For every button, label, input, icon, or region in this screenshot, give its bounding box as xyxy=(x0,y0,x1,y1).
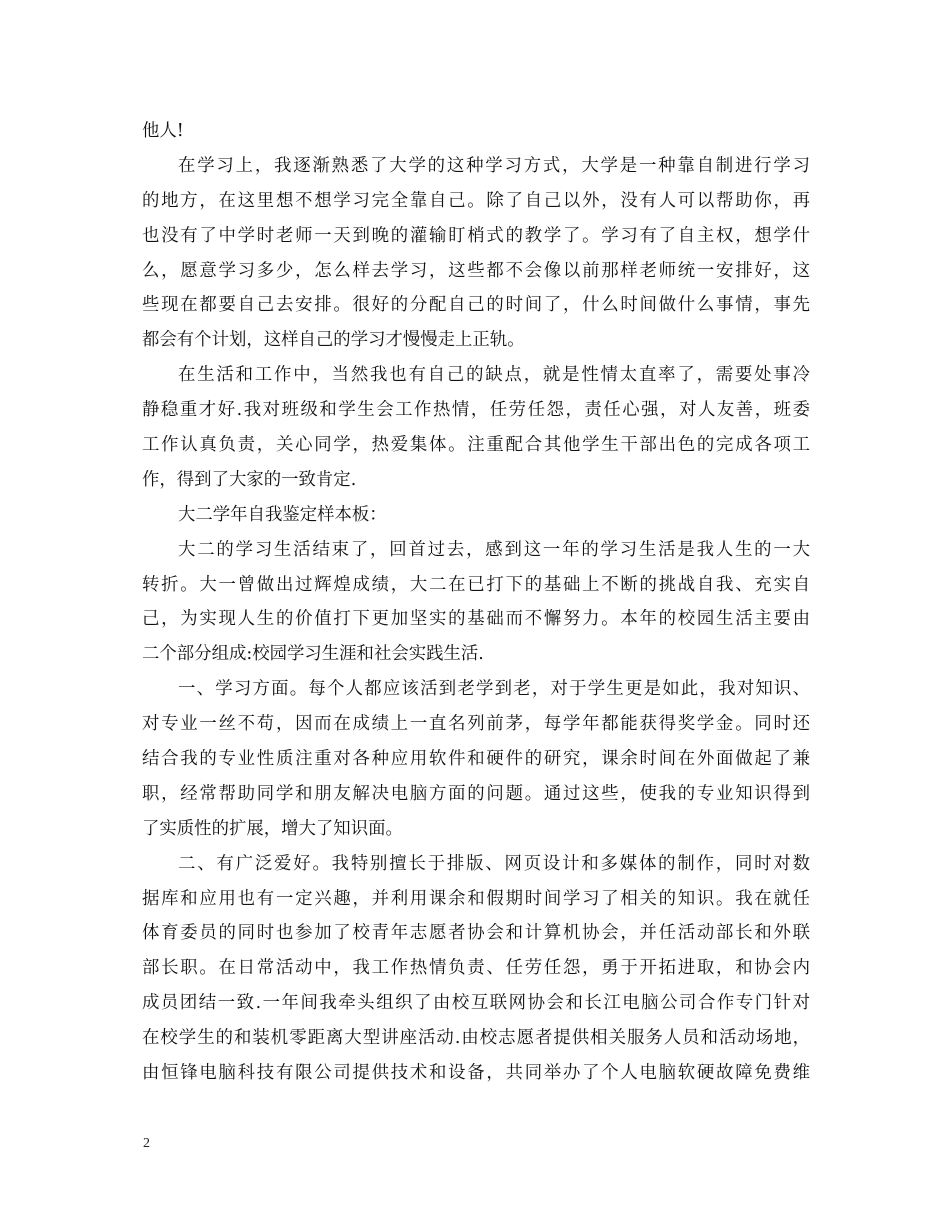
text-line: 作，得到了大家的一致肯定. xyxy=(142,469,357,490)
text-line: 工作认真负责，关心同学，热爱集体。注重配合其他学生干部出色的完成各项工 xyxy=(142,435,810,456)
text-line: 据库和应用也有一定兴趣，并利用课余和假期时间学习了相关的知识。我在就任 xyxy=(142,888,810,909)
text-line: 由恒锋电脑科技有限公司提供技术和设备，共同举办了个人电脑软硬故障免费维 xyxy=(142,1063,810,1084)
text-line: 在生活和工作中，当然我也有自己的缺点，就是性情太直率了，需要处事冷 xyxy=(178,365,810,386)
text-line: 么，愿意学习多少，怎么样去学习，这些都不会像以前那样老师统一安排好，这 xyxy=(142,260,810,281)
text-line: 成员团结一致.一年间我牵头组织了由校互联网协会和长江电脑公司合作专门针对 xyxy=(142,993,810,1014)
text-line: 了实质性的扩展，增大了知识面。 xyxy=(142,818,403,839)
text-line: 结合我的专业性质注重对各种应用软件和硬件的研究，课余时间在外面做起了兼 xyxy=(142,749,810,770)
text-line: 也没有了中学时老师一天到晚的灌输盯梢式的教学了。学习有了自主权，想学什 xyxy=(142,225,810,246)
text-line: 大二的学习生活结束了，回首过去，感到这一年的学习生活是我人生的一大 xyxy=(178,539,810,560)
text-line: 大二学年自我鉴定样本板： xyxy=(178,504,387,525)
text-line: 职，经常帮助同学和朋友解决电脑方面的问题。通过这些，使我的专业知识得到 xyxy=(142,783,810,804)
text-line: 在学习上，我逐渐熟悉了大学的这种学习方式，大学是一种靠自制进行学习 xyxy=(178,155,810,176)
text-line: 他人! xyxy=(142,121,184,141)
text-line: 转折。大一曾做出过辉煌成绩，大二在已打下的基础上不断的挑战自我、充实自 xyxy=(142,574,810,595)
text-line: 二个部分组成:校园学习生涯和社会实践生活. xyxy=(142,644,484,665)
text-line: 己，为实现人生的价值打下更加坚实的基础而不懈努力。本年的校园生活主要由 xyxy=(142,609,810,630)
text-line: 部长职。在日常活动中，我工作热情负责、任劳任怨，勇于开拓进取，和协会内 xyxy=(142,958,810,979)
text-line: 的地方，在这里想不想学习完全靠自己。除了自己以外，没有人可以帮助你，再 xyxy=(142,190,810,211)
text-line: 一、学习方面。每个人都应该活到老学到老，对于学生更是如此，我对知识、 xyxy=(178,679,810,700)
text-line: 都会有个计划，这样自己的学习才慢慢走上正轨。 xyxy=(142,330,525,351)
text-line: 对专业一丝不苟，因而在成绩上一直名列前茅，每学年都能获得奖学金。同时还 xyxy=(142,714,810,735)
page-number: 2 xyxy=(143,1136,150,1151)
text-line: 些现在都要自己去安排。很好的分配自己的时间了，什么时间做什么事情，事先 xyxy=(142,295,810,316)
text-line: 体育委员的同时也参加了校青年志愿者协会和计算机协会，并任活动部长和外联 xyxy=(142,923,810,944)
document-body xyxy=(142,114,810,1091)
text-line: 静稳重才好.我对班级和学生会工作热情，任劳任怨，责任心强，对人友善，班委 xyxy=(142,400,810,421)
text-line: 二、有广泛爱好。我特别擅长于排版、网页设计和多媒体的制作，同时对数 xyxy=(178,853,810,874)
text-line: 在校学生的和装机零距离大型讲座活动.由校志愿者提供相关服务人员和活动场地， xyxy=(142,1028,810,1049)
